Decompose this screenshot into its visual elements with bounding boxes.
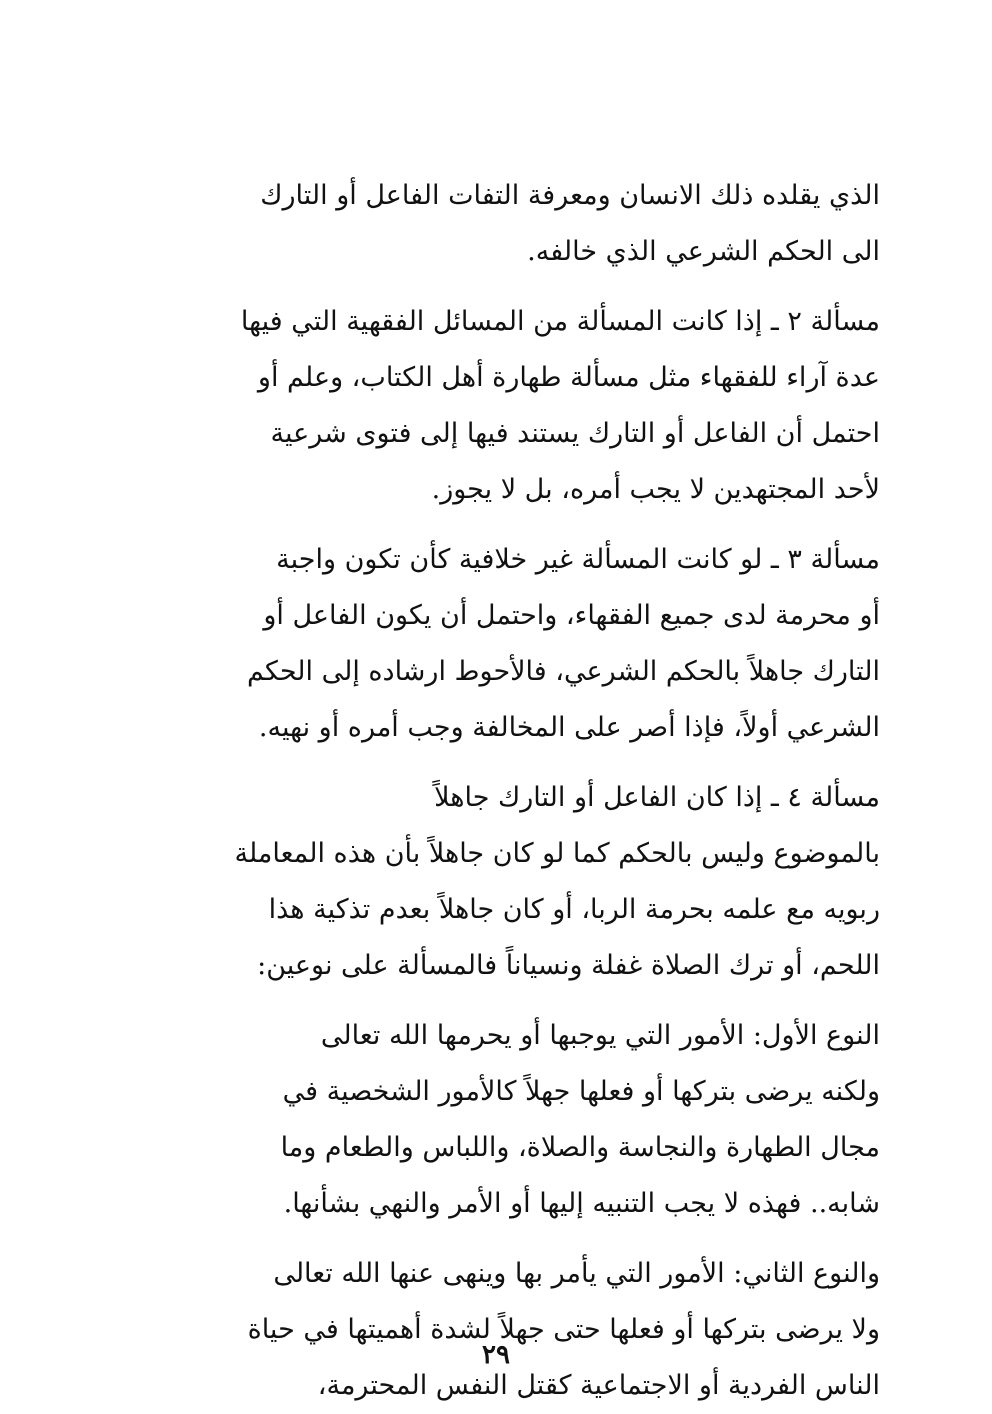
text-line: النوع الأول: الأمور التي يوجبها أو يحرمها الله تعالى	[320, 1020, 880, 1051]
text-line: مسألة ٢ ـ إذا كانت المسألة من المسائل الفقهية التي فيها	[240, 306, 880, 337]
text-line: اللحم، أو ترك الصلاة غفلة ونسياناً فالمسألة على نوعين:	[257, 950, 880, 981]
text-line: ولا يرضى بتركها أو فعلها حتى جهلاً لشدة أهميتها في حياة	[247, 1314, 880, 1345]
text-line: الشرعي أولاً، فإذا أصر على المخالفة وجب أمره أو نهيه.	[258, 712, 880, 743]
text-line: مسألة ٤ ـ إذا كان الفاعل أو التارك جاهلاً	[434, 782, 880, 813]
text-line: الذي يقلده ذلك الانسان ومعرفة التفات الفاعل أو التارك	[260, 180, 880, 211]
paragraph-issue-3	[170, 532, 880, 756]
paragraph-issue-2	[170, 294, 880, 518]
text-line: مجال الطهارة والنجاسة والصلاة، واللباس والطعام وما	[280, 1132, 880, 1163]
text-line: بالموضوع وليس بالحكم كما لو كان جاهلاً بأن هذه المعاملة	[234, 838, 880, 869]
paragraph-type-2	[170, 1246, 880, 1414]
text-line: أو محرمة لدى جميع الفقهاء، واحتمل أن يكون الفاعل أو	[263, 600, 880, 631]
text-line: الناس الفردية أو الاجتماعية كقتل النفس المحترمة،	[317, 1370, 880, 1401]
text-line: لأحد المجتهدين لا يجب أمره، بل لا يجوز.	[431, 474, 880, 505]
text-line: احتمل أن الفاعل أو التارك يستند فيها إلى فتوى شرعية	[270, 418, 880, 449]
text-line: ولكنه يرضى بتركها أو فعلها جهلاً كالأمور الشخصية في	[282, 1076, 880, 1107]
text-line: شابه.. فهذه لا يجب التنبيه إليها أو الأمر والنهي بشأنها.	[283, 1188, 880, 1219]
page-number: ٢٩	[482, 1340, 510, 1370]
paragraph-type-1	[170, 1008, 880, 1232]
paragraph-continuation	[170, 168, 880, 280]
text-line: عدة آراء للفقهاء مثل مسألة طهارة أهل الكتاب، وعلم أو	[257, 362, 880, 393]
text-line: مسألة ٣ ـ لو كانت المسألة غير خلافية كأن تكون واجبة	[276, 544, 880, 575]
paragraph-issue-4	[170, 770, 880, 994]
text-line: والنوع الثاني: الأمور التي يأمر بها وينهى عنها الله تعالى	[273, 1258, 880, 1289]
text-line: الى الحكم الشرعي الذي خالفه.	[527, 236, 880, 267]
body-text	[170, 168, 880, 1414]
text-line: ربويه مع علمه بحرمة الربا، أو كان جاهلاً بعدم تذكية هذا	[268, 894, 880, 925]
text-line: التارك جاهلاً بالحكم الشرعي، فالأحوط ارشاده إلى الحكم	[246, 656, 880, 687]
